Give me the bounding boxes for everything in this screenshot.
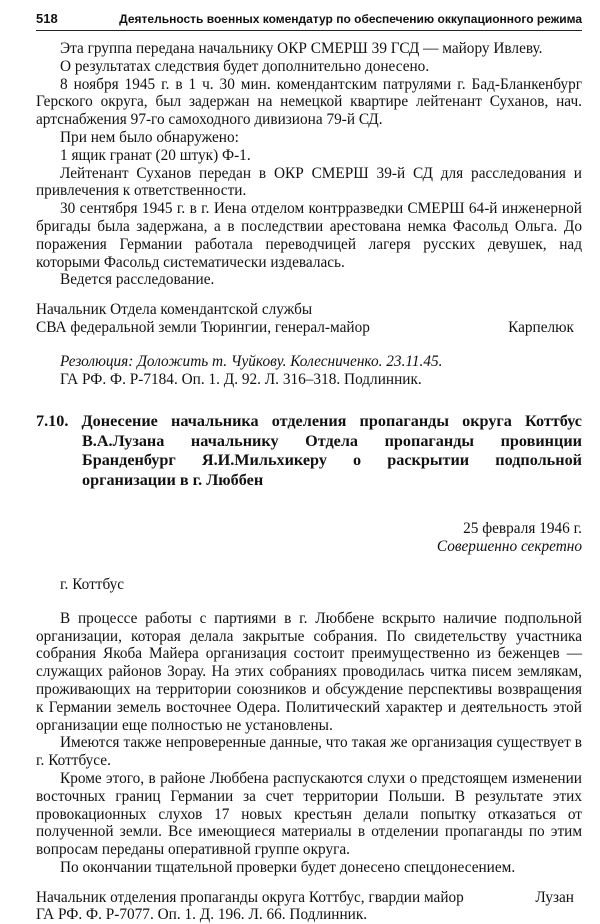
prev-signature — [36, 301, 582, 337]
prev-signature-name: Карпелюк — [508, 318, 574, 336]
doc-signature-name: Лузан — [535, 888, 574, 906]
prev-resolution: Резолюция: Доложить т. Чуйкову. Колесниченко. 23.11.45. — [60, 352, 443, 370]
page-body — [36, 40, 582, 924]
prev-paragraph: При нем было обнаружено: — [60, 128, 239, 146]
prev-paragraph: Эта группа передана начальнику ОКР СМЕРШ 39 ГСД — майору Ивлеву. — [60, 40, 543, 57]
doc-paragraph: Имеются также непроверенные данные, что такая же организация существует в г. Коттбусе. — [36, 734, 582, 770]
prev-paragraph: 30 сентября 1945 г. в г. Иена отделом контрразведки СМЕРШ 64-й инженерной бригады была задержана, а в последствии арестована немка Фасольд Ольга. До поражения Германии работала переводчицей лагеря русских девушек, над которыми Фасольд систематически издевалась. — [36, 200, 582, 271]
prev-paragraph: 8 ноября 1945 г. в 1 ч. 30 мин. комендантским патрулями г. Бад-Бланкенбург Герского округа, был задержан на немецкой квартире лейтенант Суханов, нач. артснабжения 97-го самоходного дивизиона 79-й СД. — [36, 75, 582, 129]
prev-paragraph: 1 ящик гранат (20 штук) Ф-1. — [60, 146, 251, 164]
prev-signature-line2: СВА федеральной земли Тюрингии, генерал-майор — [36, 318, 370, 336]
doc-signature-line: Начальник отделения пропаганды округа Коттбус, гвардии майор — [36, 888, 464, 906]
page-number: 518 — [36, 11, 58, 26]
running-title: Деятельность военных комендатур по обеспечению оккупационного режима — [119, 12, 582, 26]
document-place: г. Коттбус — [60, 575, 125, 593]
doc-signature — [36, 889, 582, 907]
doc-paragraph: В процессе работы с партиями в г. Люббене вскрыто наличие подпольной организации, которая делала закрытые собрания. По свидетельству участника собрания Якоба Майера организация состоит преимущественно из беженцев — служащих районов Зорау. На этих собраниях проводилась читка писем землякам, проживающих на территории союзников и обсуждение перспективы возвращения к Германии земель восточнее Одера. Политический характер и деятельность этой организации еще полностью не установлены. — [36, 609, 582, 734]
prev-archive-source: ГА РФ. Ф. Р-7184. Оп. 1. Д. 92. Л. 316–318. Подлинник. — [60, 370, 422, 388]
document-title: 7.10. Донесение начальника отделения пропаганды округа Коттбус В.А.Лузана начальнику Отдела пропаганды провинции Бранденбург Я.И.Мильхикеру о раскрытии подпольной организации в г. Люббен — [36, 412, 582, 489]
doc-paragraph: По окончании тщательной проверки будет донесено спецдонесением. — [60, 858, 516, 876]
date-block — [36, 520, 582, 556]
prev-paragraph: О результатах следствия будет дополнительно донесено. — [60, 57, 430, 75]
document-date: 25 февраля 1946 г. — [463, 520, 582, 538]
classification-mark: Совершенно секретно — [436, 538, 582, 556]
prev-paragraph: Лейтенант Суханов передан в ОКР СМЕРШ 39-й СД для расследования и привлечения к ответственности. — [36, 164, 582, 200]
doc-paragraph: Кроме этого, в районе Люббена распускаются слухи о предстоящем изменении восточных границ Германии за счет территории Польши. В результате этих провокационных слухов 17 новых крестьян делали попытку отказаться от полученной земли. Все имеющиеся материалы в отделении пропаганды по этим вопросам переданы оперативной группе округа. — [36, 769, 582, 859]
running-header — [36, 10, 582, 31]
prev-paragraph: Ведется расследование. — [60, 271, 215, 289]
prev-signature-line1: Начальник Отдела комендантской службы — [36, 301, 313, 319]
doc-archive-source: ГА РФ. Ф. Р-7077. Оп. 1. Д. 196. Л. 66. Подлинник. — [36, 906, 368, 924]
